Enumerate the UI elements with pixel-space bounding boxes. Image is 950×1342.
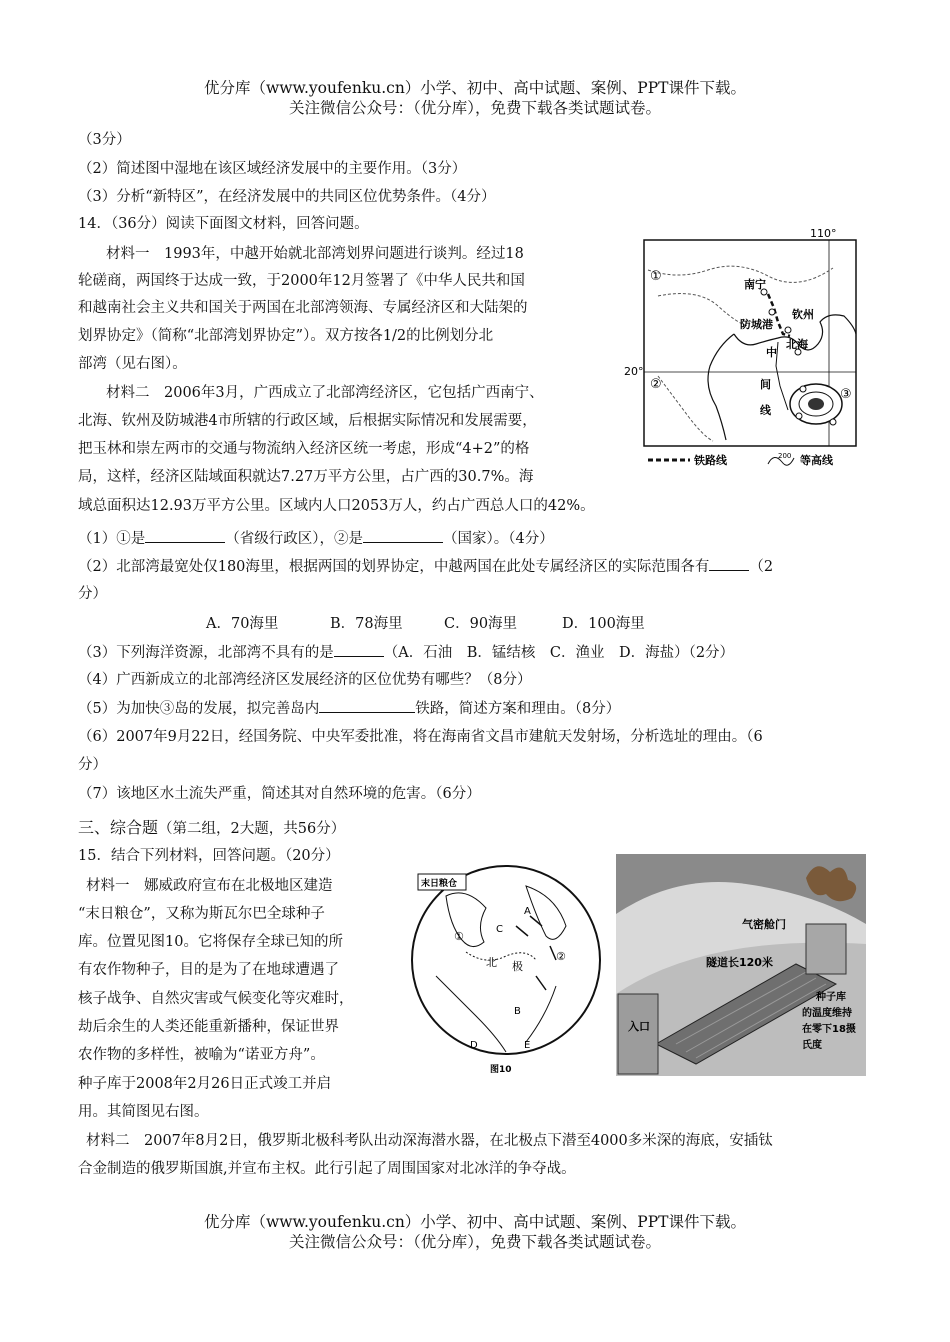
- material-1-line: 和越南社会主义共和国关于两国在北部湾领海、专属经济区和大陆架的: [78, 300, 528, 316]
- marker-1: ①: [650, 269, 662, 284]
- middle-line-char-1: 中: [766, 346, 777, 359]
- score-note: （3分）: [78, 132, 131, 148]
- q15-material-1-line: 用。其简图见右图。: [78, 1104, 209, 1120]
- question-15-title: 15．结合下列材料，回答问题。（20分）: [78, 848, 340, 864]
- entrance-label: 入口: [628, 1020, 650, 1033]
- section-3-title: 三、综合题: [78, 818, 159, 837]
- question-14-2: （2）北部湾最宽处仅180海里，根据两国的划界协定，中越两国在此处专属经济区的实际范围各有 （2: [78, 556, 773, 577]
- longitude-label: 110°: [810, 227, 837, 240]
- figure-10-caption: 图10: [490, 1065, 512, 1074]
- marker-2: ②: [650, 377, 662, 392]
- question-13-2: （2）简述图中湿地在该区域经济发展中的主要作用。（3分）: [78, 161, 467, 177]
- material-2-line: 把玉林和崇左两市的交通与物流纳入经济区统一考虑，形成“4+2”的格: [78, 441, 530, 457]
- q15-material-2-line: 材料二 2007年8月2日，俄罗斯北极科考队出动深海潜水器，在北极点下潜至4000多米深的海底，安插钛: [86, 1133, 773, 1149]
- answer-blank[interactable]: [145, 528, 225, 543]
- city-nanning: 南宁: [744, 278, 766, 291]
- middle-line-char-3: 线: [760, 404, 771, 417]
- material-1-line: 轮磋商，两国终于达成一致，于2000年12月签署了《中华人民共和国: [78, 273, 525, 289]
- q15-material-1-line: 劫后余生的人类还能重新播种，保证世界: [78, 1019, 339, 1035]
- temperature-note: 种子库: [816, 992, 846, 1003]
- point-c: C: [496, 924, 503, 935]
- arctic-map-figure-10: [406, 856, 602, 1074]
- q15-material-2-line: 合金制造的俄罗斯国旗,并宣布主权。此行引起了周围国家对北冰洋的争夺战。: [78, 1161, 576, 1177]
- point-b: B: [514, 1006, 521, 1017]
- marker-3: ③: [840, 387, 852, 402]
- option-c: C．90海里: [444, 616, 518, 632]
- section-3-heading: [78, 818, 345, 839]
- q15-material-1-line: 核子战争、自然灾害或气候变化等灾难时，: [78, 991, 354, 1007]
- q15-material-1-line: 库。位置见图10。它将保存全球已知的所: [78, 934, 343, 950]
- header-line-2: 关注微信公众号：（优分库），免费下载各类试题试卷。: [288, 99, 661, 117]
- material-1-line: 材料一 1993年，中越开始就北部湾划界问题进行谈判。经过18: [106, 246, 524, 262]
- material-2-line: 材料二 2006年3月，广西成立了北部湾经济区，它包括广西南宁、: [106, 385, 544, 401]
- seed-vault-diagram: [616, 854, 866, 1076]
- legend-contour: 等高线: [800, 454, 833, 467]
- temperature-note: 的温度维持: [802, 1008, 852, 1019]
- footer-line-1: 优分库（www.youfenku.cn）小学、初中、高中试题、案例、PPT课件下载。: [203, 1213, 747, 1231]
- question-14-title: 14．（36分）阅读下面图文材料，回答问题。: [78, 216, 369, 232]
- question-14-4: （4）广西新成立的北部湾经济区发展经济的区位优势有哪些？（8分）: [78, 672, 532, 688]
- answer-blank[interactable]: [363, 528, 443, 543]
- answer-blank[interactable]: [709, 556, 749, 571]
- point-e: E: [524, 1040, 531, 1051]
- arctic-marker-1: ①: [454, 930, 464, 943]
- latitude-label: 20°: [624, 365, 644, 378]
- temperature-note: 在零下18摄: [802, 1024, 856, 1035]
- arctic-marker-2: ②: [556, 950, 566, 963]
- legend-contour-value: 200: [778, 452, 792, 460]
- legend-railway: 铁路线: [694, 454, 727, 467]
- point-a: A: [524, 906, 531, 917]
- section-3-note: （第二组，2大题，共56分）: [158, 821, 346, 837]
- header-line-1: 优分库（www.youfenku.cn）小学、初中、高中试题、案例、PPT课件下载。: [203, 79, 747, 97]
- q15-material-1-line: 有农作物种子，目的是为了在地球遭遇了: [78, 962, 339, 978]
- north-label: 北: [486, 956, 497, 969]
- question-14-6-cont: 分）: [78, 757, 107, 773]
- city-qinzhou: 钦州: [792, 308, 814, 321]
- material-2-line: 域总面积达12.93万平方公里。区域内人口2053万人，约占广西总人口的42%。: [78, 498, 595, 514]
- option-d: D．100海里: [562, 616, 645, 632]
- question-13-3: （3）分析“新特区”，在经济发展中的共同区位优势条件。（4分）: [78, 189, 496, 205]
- question-14-5: （5）为加快③岛的发展，拟完善岛内 铁路，简述方案和理由。（8分）: [78, 698, 620, 719]
- q15-material-1-line: 种子库于2008年2月26日正式竣工并启: [78, 1076, 332, 1092]
- tunnel-length-label: 隧道长120米: [706, 956, 773, 969]
- answer-blank[interactable]: [334, 642, 384, 657]
- question-14-1: （1）①是 （省级行政区），②是 （国家）。（4分）: [78, 528, 554, 549]
- q15-material-1-line: 材料一 娜威政府宣布在北极地区建造: [86, 878, 333, 894]
- airlock-label: 气密舱门: [742, 918, 786, 931]
- question-14-7: （7）该地区水土流失严重，简述其对自然环境的危害。（6分）: [78, 786, 481, 802]
- point-d: D: [470, 1040, 478, 1051]
- option-b: B．78海里: [330, 616, 403, 632]
- material-2-line: 局，这样，经济区陆域面积就达7.27万平方公里，占广西的30.7%。海: [78, 469, 534, 485]
- question-14-3: （3）下列海洋资源，北部湾不具有的是 （A．石油 B．锰结核 C．渔业 D．海盐）（2分）: [78, 642, 734, 663]
- city-fangchenggang: 防城港: [740, 318, 773, 331]
- question-14-6: （6）2007年9月22日，经国务院、中央军委批准，将在海南省文昌市建航天发射场，分析选址的理由。（6: [78, 729, 763, 745]
- material-1-line: 划界协定》（简称“北部湾划界协定”）。双方按各1/2的比例划分北: [78, 328, 494, 344]
- footer-line-2: 关注微信公众号：（优分库），免费下载各类试题试卷。: [288, 1233, 661, 1251]
- answer-blank[interactable]: [319, 698, 415, 713]
- temperature-note: 氏度: [802, 1040, 822, 1051]
- pole-label: 极: [512, 960, 523, 973]
- question-14-2-cont: 分）: [78, 586, 107, 602]
- q15-material-1-line: “末日粮仓”，又称为斯瓦尔巴全球种子: [78, 906, 325, 922]
- city-beihai: 北海: [786, 338, 808, 351]
- beibu-gulf-map: [618, 226, 868, 472]
- material-2-line: 北海、钦州及防城港4市所辖的行政区域，后根据实际情况和发展需要，: [78, 413, 537, 429]
- seed-vault-label: 末日粮仓: [421, 879, 458, 889]
- q15-material-1-line: 农作物的多样性，被喻为“诺亚方舟”。: [78, 1047, 325, 1063]
- option-a: A．70海里: [206, 616, 279, 632]
- material-1-line: 部湾（见右图）。: [78, 356, 187, 372]
- middle-line-char-2: 间: [760, 378, 771, 391]
